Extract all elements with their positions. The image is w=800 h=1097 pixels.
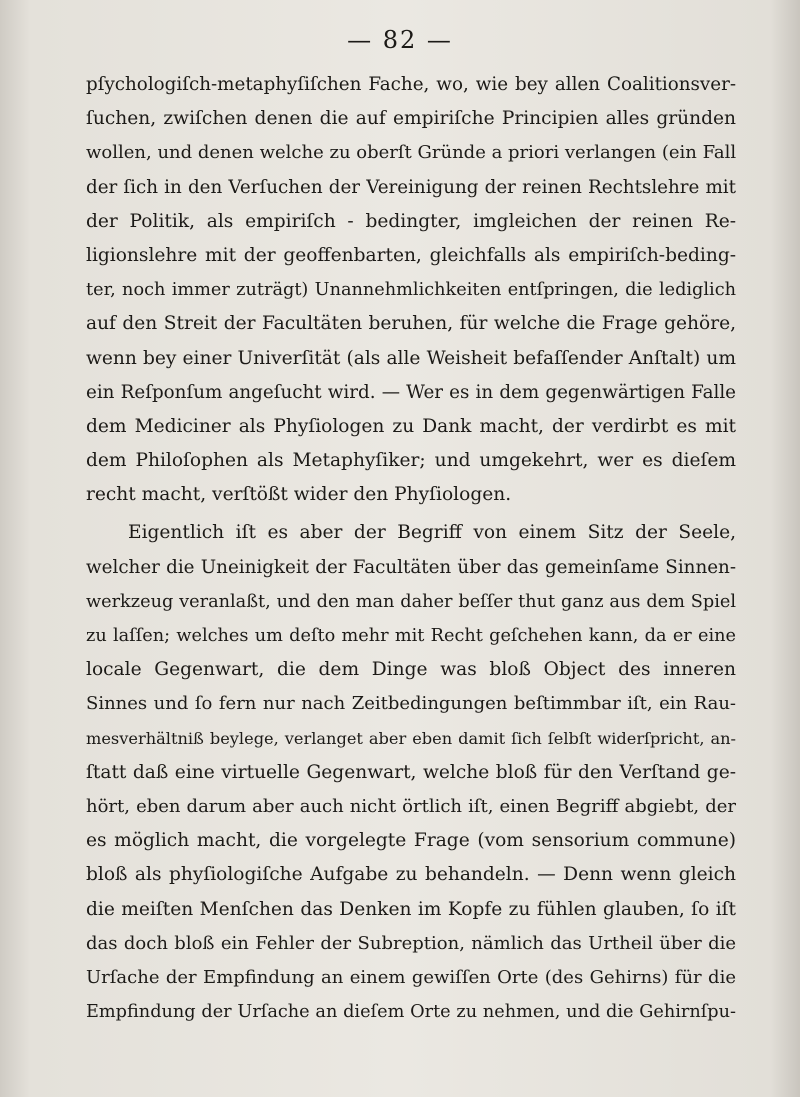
text-line: recht macht, verſtößt wider den Phyſiologen. bbox=[86, 484, 512, 506]
text-line: dem Philoſophen als Metaphyſiker; und umgekehrt, wer es dieſem bbox=[86, 450, 736, 472]
text-line: bloß als phyſiologiſche Aufgabe zu behandeln. — Denn wenn gleich bbox=[86, 864, 736, 886]
text-line: wenn bey einer Univerſität (als alle Weisheit befaſſender Anſtalt) um bbox=[86, 347, 736, 369]
page-number: — 82 — bbox=[347, 26, 453, 54]
text-line: der ſich in den Verſuchen der Vereinigung der reinen Rechtslehre mit bbox=[86, 176, 736, 198]
text-line: pſychologiſch-metaphyſiſchen Fache, wo, wie bey allen Coalitionsver- bbox=[86, 74, 736, 95]
text-line: locale Gegenwart, die dem Dinge was bloß Object des inneren bbox=[86, 659, 736, 681]
text-line: welcher die Uneinigkeit der Facultäten über das gemeinſame Sinnen- bbox=[86, 556, 736, 578]
text-line: auf den Streit der Facultäten beruhen, für welche die Frage gehöre, bbox=[86, 313, 736, 335]
text-line: Eigentlich iſt es aber der Begriff von einem Sitz der Seele, bbox=[128, 522, 736, 544]
text-line: die meiſten Menſchen das Denken im Kopfe zu fühlen glauben, ſo iſt bbox=[86, 898, 736, 920]
text-line: wollen, und denen welche zu oberſt Gründe a priori verlangen (ein Fall bbox=[86, 142, 736, 164]
text-line: zu laſſen; welches um deſto mehr mit Recht geſchehen kann, da er eine bbox=[86, 626, 736, 646]
text-line: Empfindung der Urſache an dieſem Orte zu nehmen, und die Gehirnſpu- bbox=[86, 1002, 736, 1023]
text-line: ligionslehre mit der geoffenbarten, gleichfalls als empiriſch-beding- bbox=[86, 244, 736, 266]
text-line: ein Reſponſum angeſucht wird. — Wer es in dem gegenwärtigen Falle bbox=[86, 381, 736, 403]
text-line: ſuchen, zwiſchen denen die auf empiriſche Principien alles gründen bbox=[86, 108, 736, 130]
text-line: ſtatt daß eine virtuelle Gegenwart, welche bloß für den Verſtand ge- bbox=[86, 761, 736, 783]
body-text bbox=[86, 68, 736, 1029]
text-line: der Politik, als empiriſch - bedingter, imgleichen der reinen Re- bbox=[86, 210, 736, 232]
text-line: das doch bloß ein Fehler der Subreption, nämlich das Urtheil über die bbox=[86, 932, 736, 954]
text-line: es möglich macht, die vorgelegte Frage (vom sensorium commune) bbox=[86, 830, 736, 852]
text-line: werkzeug veranlaßt, und den man daher beſſer thut ganz aus dem Spiel bbox=[86, 591, 736, 612]
text-line: dem Mediciner als Phyſiologen zu Dank macht, der verdirbt es mit bbox=[86, 415, 736, 437]
text-line: Urſache der Empfindung an einem gewiſſen Orte (des Gehirns) für die bbox=[86, 966, 736, 988]
text-line: hört, eben darum aber auch nicht örtlich iſt, einen Begriff abgiebt, der bbox=[86, 795, 736, 817]
text-line: Sinnes und ſo fern nur nach Zeitbedingungen beſtimmbar iſt, ein Rau- bbox=[86, 693, 736, 715]
text-line: ter, noch immer zuträgt) Unannehmlichkeiten entſpringen, die lediglich bbox=[86, 280, 736, 301]
paragraph-2 bbox=[86, 516, 736, 1029]
paragraph-1 bbox=[86, 68, 736, 512]
text-line: mesverhältniß beylege, verlanget aber eben damit ſich ſelbſt widerſpricht, an- bbox=[86, 728, 736, 748]
